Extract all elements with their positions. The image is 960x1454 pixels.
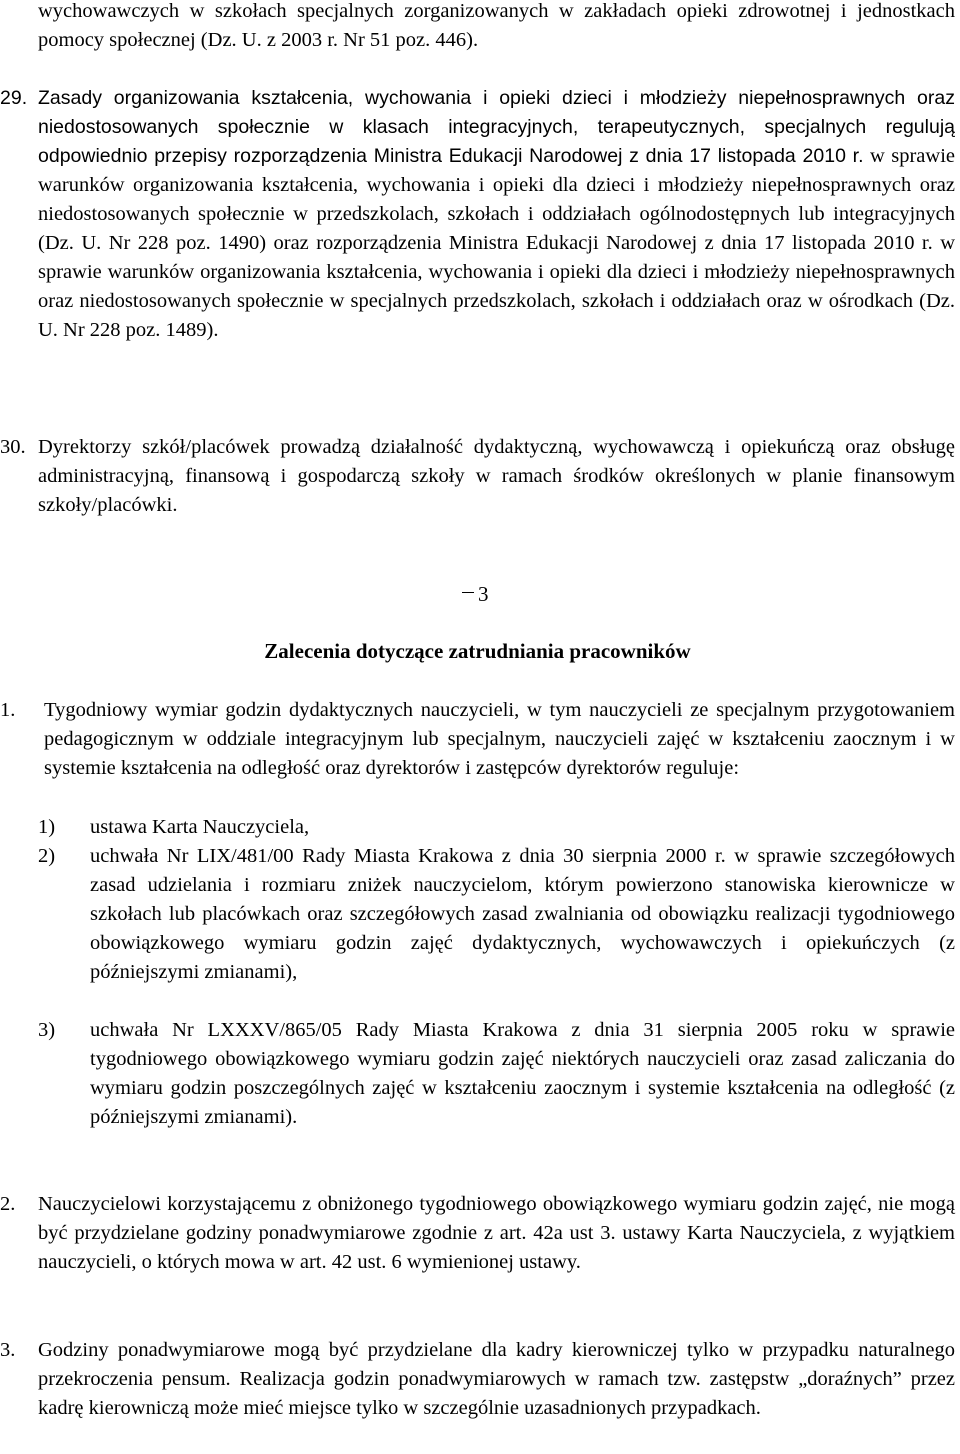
item-30-number: 30. [0,436,26,458]
point-2-body [0,1190,955,1277]
point-1-number: 1. [0,699,16,721]
subitem-1-text: ustawa Karta Nauczyciela, [90,816,310,838]
section-number: 3 [478,582,489,606]
item-29 [0,84,955,345]
continuation-text: wychowawczych w szkołach specjalnych zorganizowanych w zakładach opieki zdrowotnej i jednostkach pomocy społecznej (Dz. U. z 2003 r. Nr 51 poz. 446). [38,0,955,51]
subitem-2-number: 2) [38,845,56,867]
point-1-subitem-2 [38,842,955,987]
subitem-2-body [38,842,955,987]
point-2-text: Nauczycielowi korzystającemu z obniżonego tygodniowego obowiązkowego wymiaru godzin zajęć, nie mogą być przydzielane godziny ponadwymiarowe zgodnie z art. 42a ust 3. ustawy Karta Nauczyciela, z wyjątkiem nauczycieli, o których mowa w art. 42 ust. 6 wymienionej ustawy. [38,1193,955,1273]
point-1-subitem-1 [38,813,955,842]
subitem-2-text: uchwała Nr LIX/481/00 Rady Miasta Krakowa z dnia 30 sierpnia 2000 r. w sprawie szczegółowych zasad udzielania i rozmiaru zniżek nauczycielom, którym powierzono stanowiska kierownicze w szkołach lub placówkach oraz szczegółowych zasad zwalniania od obowiązku realizacji tygodniowego obowiązkowego wymiaru godzin zajęć dydaktycznych, wychowawczych i opiekuńczych (z późniejszymi zmianami), [90,845,955,983]
item-30-body [0,433,955,520]
point-3 [0,1336,955,1423]
section-marker [462,580,502,609]
section-heading: Zalecenia dotyczące zatrudniania pracowników [264,639,691,663]
point-1 [0,696,955,783]
point-1-body [10,696,955,783]
point-1-subitem-3 [38,1016,955,1132]
item-29-text-serif: w sprawie warunków organizowania kształcenia, wychowania i opieki dla dzieci i młodzieży niepełnosprawnych oraz niedostosowanych społecznie w przedszkolach, szkołach i oddziałach ogólnodostępnych lub integracyjnych (Dz. U. Nr 228 poz. 1490) oraz rozporządzenia Ministra Edukacji Narodowej z dnia 17 listopada 2010 r. w sprawie warunków organizowania kształcenia, wychowania i opieki dla dzieci i młodzieży niepełnosprawnych oraz niedostosowanych społecznie w specjalnych przedszkolach, szkołach i oddziałach oraz w ośrodkach (Dz. U. Nr 228 poz. 1489). [38,145,956,341]
section-mark-bar [462,592,474,593]
point-3-number: 3. [0,1339,16,1361]
point-1-text: Tygodniowy wymiar godzin dydaktycznych nauczycieli, w tym nauczycieli ze specjalnym przygotowaniem pedagogicznym w oddziale integracyjnym lub specjalnym, nauczycieli zajęć w kształceniu zaocznym i w systemie kształcenia na odległość oraz dyrektorów i zastępców dyrektorów reguluje: [44,699,955,779]
point-2-number: 2. [0,1193,16,1215]
item-30 [0,433,955,520]
subitem-1-body [38,813,955,842]
subitem-1-number: 1) [38,816,56,838]
item-29-body [0,84,955,345]
item-29-text-sans: Zasady organizowania kształcenia, wychowania i opieki dzieci i młodzieży niepełnosprawnych oraz niedostosowanych społecznie w klasach integracyjnych, terapeutycznych, specjalnych regulują odpowiednio przepisy rozporządzenia Ministra Edukacji Narodowej z dnia 17 listopada 2010 r. [38,87,955,167]
point-3-body [0,1336,955,1423]
subitem-3-number: 3) [38,1019,56,1041]
point-2 [0,1190,955,1277]
continuation-paragraph [38,0,955,55]
item-29-number: 29. [0,87,28,109]
subitem-3-body [38,1016,955,1132]
subitem-3-text: uchwała Nr LXXXV/865/05 Rady Miasta Krakowa z dnia 31 sierpnia 2005 roku w sprawie tygodniowego obowiązkowego wymiaru godzin zajęć niektórych nauczycieli oraz zasad zaliczania do wymiaru godzin poszczególnych zajęć w kształceniu zaocznym i systemie kształcenia na odległość (z późniejszymi zmianami). [90,1019,955,1128]
item-30-text: Dyrektorzy szkół/placówek prowadzą działalność dydaktyczną, wychowawczą i opiekuńczą oraz obsługę administracyjną, finansową i gospodarczą szkoły w ramach środków określonych w planie finansowym szkoły/placówki. [38,436,955,516]
point-3-text: Godziny ponadwymiarowe mogą być przydzielane dla kadry kierowniczej tylko w przypadku naturalnego przekroczenia pensum. Realizacja godzin ponadwymiarowych w ramach tzw. zastępstw „doraźnych” przez kadrę kierowniczą może mieć miejsce tylko w szczególnie uzasadnionych przypadkach. [38,1339,955,1419]
